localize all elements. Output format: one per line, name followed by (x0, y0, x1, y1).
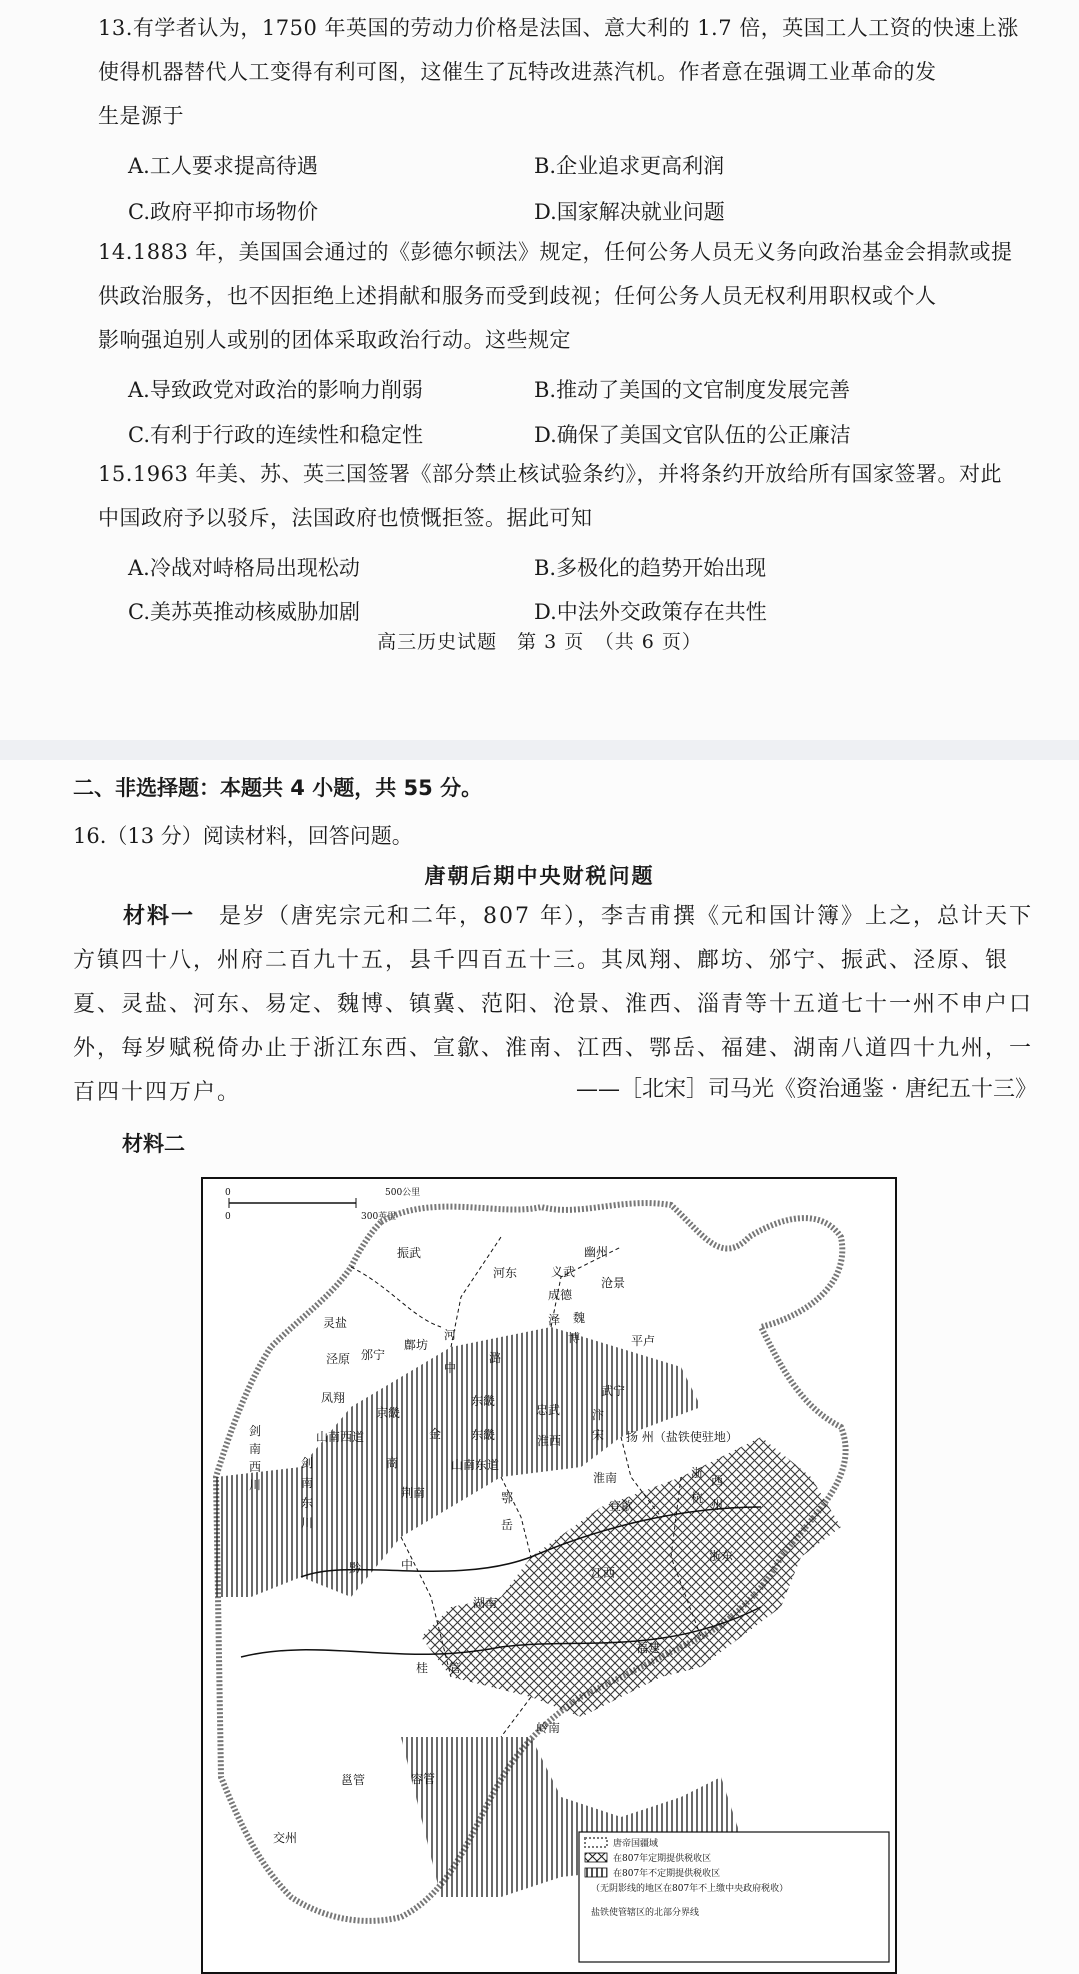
label-cangjing: 沧景 (601, 1276, 626, 1290)
question-15-line-1: 15.1963 年美、苏、英三国签署《部分禁止核试验条约》，并将条约开放给所有国家签署。对此 (98, 462, 1003, 486)
label-huainan: 淮南 (593, 1471, 618, 1485)
label-jingji: 京畿 (376, 1406, 401, 1420)
label-jiannanxi-2: 南 (249, 1442, 262, 1456)
label-binning: 邠宁 (361, 1348, 386, 1362)
legend-swatch-regular (585, 1853, 607, 1862)
label-lu: 潞 (489, 1351, 502, 1365)
q15-option-b: B.多极化的趋势开始出现 (534, 556, 767, 580)
label-jiannanxi-4: 川 (249, 1478, 262, 1492)
label-hunan: 湖南 (473, 1596, 498, 1610)
label-yue: 岳 (501, 1518, 514, 1532)
section-title: 二、非选择题：本题共 4 小题，共 55 分。 (73, 776, 483, 800)
material-1-source: ——［北宋］司马光《资治通鉴 · 唐纪五十三》 (576, 1077, 1037, 1102)
label-shang: 商 (386, 1456, 399, 1470)
question-15-line-2: 中国政府予以驳斥，法国政府也愤慨拒签。据此可知 (98, 506, 593, 530)
question-16-intro: 16.（13 分）阅读材料，回答问题。 (73, 824, 413, 848)
scale-zero-bottom: 0 (225, 1212, 231, 1222)
tang-tax-map (201, 1177, 897, 1974)
q13-option-c: C.政府平抑市场物价 (128, 200, 318, 224)
legend-item-note: （无阴影线的地区在807年不上缴中央政府税收） (591, 1884, 789, 1894)
label-shannandong: 山南东道 (451, 1458, 500, 1472)
label-yangzhou: 扬 州（盐铁使驻地） (626, 1430, 738, 1444)
label-jiannanxi-1: 剑 (249, 1424, 262, 1438)
label-qianzhong: 中 (401, 1558, 414, 1572)
label-e: 鄂 (501, 1491, 514, 1505)
question-13-line-1: 13.有学者认为，1750 年英国的劳动力价格是法国、意大利的 1.7 倍，英国工人工资的快速上涨 (98, 16, 1019, 40)
label-zhongwu: 忠武 (536, 1403, 561, 1417)
q14-option-b: B.推动了美国的文官制度发展完善 (534, 378, 851, 402)
label-jiangxi: 江西 (591, 1566, 616, 1580)
label-hangzhou-1: 杭 (691, 1491, 704, 1505)
label-chengde: 成德 (548, 1288, 573, 1302)
label-jiannandong-1: 剑 (301, 1456, 314, 1470)
label-wei: 魏 (573, 1311, 586, 1325)
label-shannanxi: 山南西道 (316, 1430, 365, 1444)
scale-label-miles: 300英里 (361, 1212, 397, 1222)
q14-option-d: D.确保了美国文官队伍的公正廉洁 (534, 423, 851, 447)
label-fujian: 福建 (636, 1641, 661, 1655)
label-pinglu: 平卢 (631, 1334, 656, 1348)
label-hezhong: 中 (444, 1361, 457, 1375)
label-fengxiang: 凤翔 (321, 1391, 346, 1405)
label-hangzhou-2: 州 (711, 1498, 724, 1512)
material-1-text: 是岁（唐宪宗元和二年，807 年），李吉甫撰《元和国计簿》上之，总计天下方镇四十八，州府二百九十五，县千四百五十三。其凤翔、鄜坊、邠宁、振武、泾原、银夏、灵盐、河东、易定、魏博、镇冀、范阳、沧景、淮西、淄青等十五道七十一州不申户口外，每岁赋税倚办止于浙江东西、宣歙、淮南、江西、鄂岳、福建、湖南八道四十九州，一百四十四万户。 (73, 904, 1034, 1105)
page-separator (0, 740, 1079, 760)
legend-item-irregular: 在807年不定期提供税收区 (613, 1869, 721, 1879)
exam-page-3 (0, 0, 1079, 740)
label-hedong: 河东 (493, 1266, 518, 1280)
label-dongji: 东畿 (471, 1394, 496, 1408)
map-legend (579, 1832, 889, 1962)
label-jingyuan: 泾原 (326, 1352, 351, 1366)
material-2-label: 材料二 (122, 1132, 185, 1156)
legend-item-border: 唐帝国疆域 (613, 1839, 659, 1849)
label-zhexi-2: 西 (711, 1474, 724, 1488)
scale-zero-top: 0 (225, 1188, 231, 1198)
label-lingnan: 岭南 (536, 1721, 561, 1735)
scale-label-km: 500公里 (385, 1188, 421, 1198)
question-14-line-1: 14.1883 年，美国国会通过的《彭德尔顿法》规定，任何公务人员无义务向政治基金会捐款或提 (98, 240, 1013, 264)
label-qian: 黔 (349, 1561, 362, 1575)
label-youzhou: 幽州 (584, 1245, 609, 1259)
q13-option-a: A.工人要求提高待遇 (128, 154, 318, 178)
label-yiwu: 义武 (551, 1265, 576, 1279)
label-jiannandong-4: 川 (301, 1516, 314, 1530)
label-zhenwu: 振武 (397, 1246, 422, 1260)
question-13-line-2: 使得机器替代人工变得有利可图，这催生了瓦特改进蒸汽机。作者意在强调工业革命的发 (98, 60, 937, 84)
label-zhexi-1: 浙 (691, 1466, 704, 1480)
label-yongguan: 邕管 (341, 1773, 366, 1787)
label-song: 宋 (592, 1428, 605, 1442)
q15-option-a: A.冷战对峙格局出现松动 (128, 556, 360, 580)
legend-item-regular: 在807年定期提供税收区 (613, 1854, 712, 1864)
label-xuanshe: 宣歙 (609, 1499, 634, 1513)
legend-item-salt-iron: 盐铁使管辖区的北部分界线 (591, 1908, 700, 1918)
label-bian: 汴 (592, 1408, 605, 1422)
label-lingyan: 灵盐 (323, 1316, 348, 1330)
question-13-line-3: 生是源于 (98, 104, 184, 128)
label-zhedong: 浙东 (709, 1549, 734, 1563)
label-jiannanxi-3: 西 (249, 1460, 262, 1474)
label-he: 河 (444, 1328, 457, 1342)
label-huaixi: 淮西 (537, 1434, 562, 1448)
label-dongji-2: 东畿 (471, 1428, 496, 1442)
question-14-line-2: 供政治服务，也不因拒绝上述捐献和服务而受到歧视；任何公务人员无权利用职权或个人 (98, 284, 937, 308)
q14-option-a: A.导致政党对政治的影响力削弱 (128, 378, 423, 402)
label-wuning: 武宁 (601, 1384, 626, 1398)
legend-swatch-irregular (585, 1868, 607, 1877)
label-guiguan-1: 桂 (416, 1661, 429, 1675)
label-guiguan-2: 管 (449, 1661, 462, 1675)
label-ze: 泽 (548, 1313, 561, 1327)
q15-option-d: D.中法外交政策存在共性 (534, 600, 767, 624)
question-14-line-3: 影响强迫别人或别的团体采取政治行动。这些规定 (98, 328, 571, 352)
q14-option-c: C.有利于行政的连续性和稳定性 (128, 423, 423, 447)
page-footer: 高三历史试题 第 3 页 （共 6 页） (377, 631, 702, 653)
question-16-title: 唐朝后期中央财税问题 (424, 863, 655, 888)
label-jiannandong-3: 东 (301, 1496, 314, 1510)
label-rongguan: 容管 (411, 1772, 436, 1786)
label-fufang: 鄜坊 (404, 1338, 429, 1352)
q13-option-b: B.企业追求更高利润 (534, 154, 725, 178)
label-jiaozhou: 交州 (273, 1831, 298, 1845)
label-jingnan: 荆南 (401, 1486, 426, 1500)
label-jin: 金 (429, 1427, 442, 1441)
q15-option-c: C.美苏英推动核威胁加剧 (128, 600, 360, 624)
label-jiannandong-2: 南 (301, 1476, 314, 1490)
label-bo: 博 (568, 1331, 581, 1345)
q13-option-d: D.国家解决就业问题 (534, 200, 725, 224)
material-1-label: 材料一 (123, 904, 196, 929)
